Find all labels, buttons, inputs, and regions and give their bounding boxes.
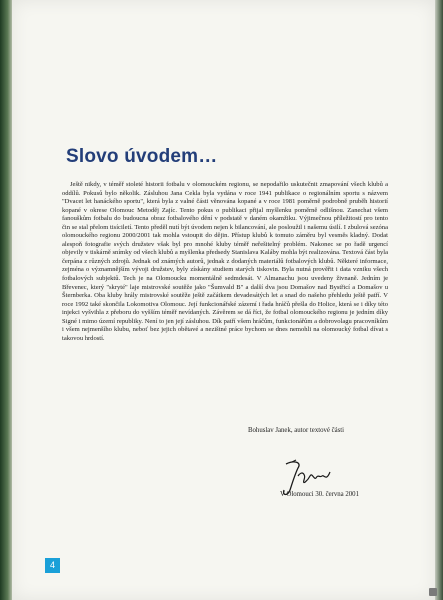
place-date-line: V Olomouci 30. června 2001 [280, 491, 359, 498]
document-page [12, 0, 435, 600]
author-line: Bohuslav Janek, autor textové části [248, 427, 345, 434]
intro-paragraph: Ještě nikdy, v téměř stoleté historii fotbalu v olomouckém regionu, se nepodařilo uskutečnit zmapování všech klubů a oddílů. Pokusů bylo několik. Zásluhou Jana Cekla byla vydána v roce 1941 publikace o regionálním sportu s názvem "Dvacet let hanáckého sportu", která byla z valné části věnována kopané a v roce 1981 poměrně podrobně pruběh historií kopané v okrese Olomouc Metoděj Zajíc. Tento pokus o publikaci přijal myšlenku poměrně odlišnou. Zanechat všem fanouškům fotbalu do budoucna obraz fotbalového dění v podstatě v daném okamžiku. Výjimečnou příležitostí pro tento čin se stal přelom tisíciletí. Tento předěl nutí být úvodem nejen k bilancování, ale posloužil i našemu úsilí. I zbulová sezóna olomouckého regionu 2000/2001 tak mohla vstoupit do dějin. Přístup klubů k tomuto záměru byl vesměs kladný. Dodat alespoň fotografie svých družstev však byl pro mnohé kluby téměř neřešitelný problém. Nakonec se po řadě urgencí objevily v tiskárně snímky od všech klubů a myšlenka předsedy Stanislava Kaláby mohla být realizována. Textová část byla čerpána z různých zdrojů. Jednak od známých autorů, jednak z dodaných materiálů fotbalových klubů. Některé informace, zejména o významnějším vývoji družstev, byly získány studiem starých tiskovin. Byla nutná prověřit i data vzniku všech fotbalových subjektů. Tech je na Olomoucku momentálně sedmdesát. V Almanachu jsou uvedeny živnaně. Jedním je Břevenec, který "skryté" laje mistrovské soutěže jako "Šumvald B" a další dva jsou Domašov nad Bystřicí a Domašov u Šternberka. Oba kluby hrály mistrovské soutěže ještě začátkem devadesátých let a snad do našeho přehledu ještě patří. V roce 1992 také skončila Lokomotiva Olomouc. Její funkcionářské zázemí i řada hráčů přešla do Holice, která se i díky této injekci vyšvihla z přeboru do vyšším téměř nevídaných. Závěrem se dá říci, že fotbal olomouckého regionu je jedním díky Signé i mimo území republiky. Není to jen její zásluhou. Dík patří všem hráčům, funkcionářům a dobrovolagu pracovníkům i všem nejmenšího klubu, neboť bez jejich obětavé a nezištné práce bychom se dnes nemohli na olomoucký fotbal dívat s takovou hrdostí. [62, 181, 388, 342]
page-number: 4 [45, 558, 60, 573]
page-title: Slovo úvodem… [66, 146, 218, 167]
body-text [62, 181, 388, 343]
scan-artifact [429, 588, 437, 596]
